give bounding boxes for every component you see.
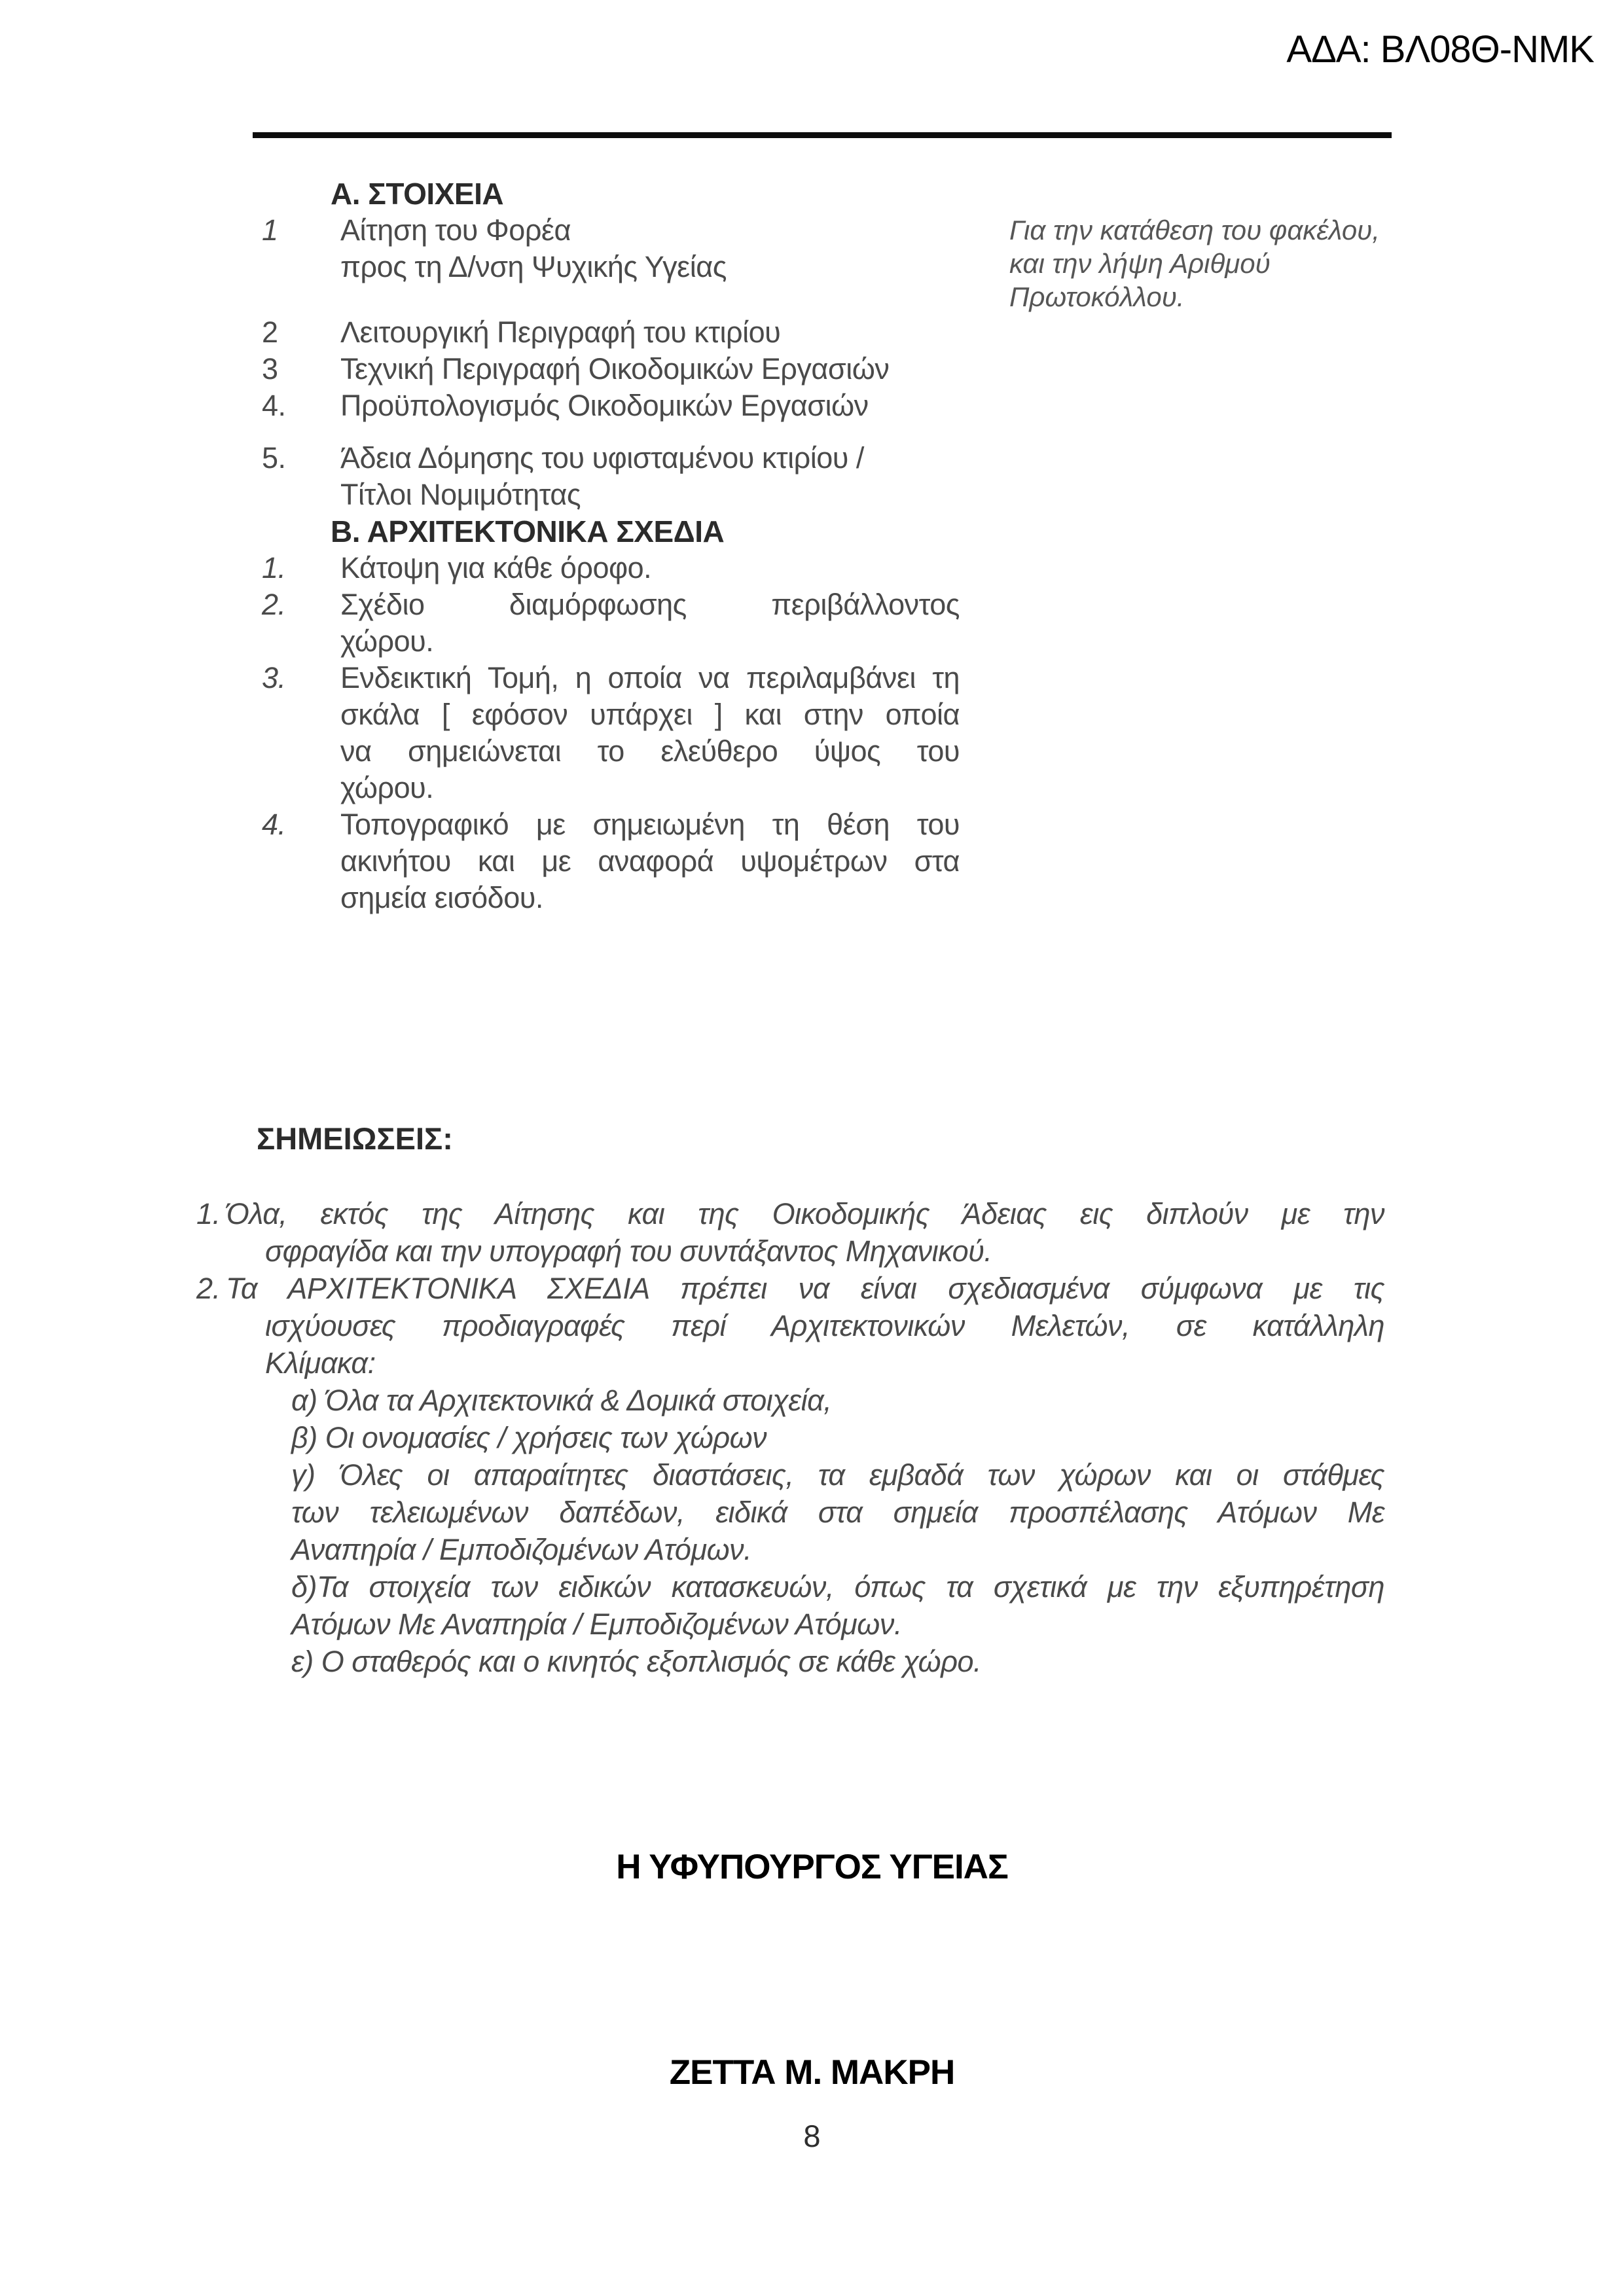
list-item [262,586,960,660]
note-number: 2. [196,1272,221,1305]
item-line: χώρου. [340,624,434,658]
note-number: 1. [196,1197,221,1230]
item-line: Τεχνική Περιγραφή Οικοδομικών Εργασιών [340,352,890,386]
item-text [340,440,960,513]
note-subitem [196,1643,1384,1680]
signature-name: ΖΕΤΤΑ Μ. ΜΑΚΡΗ [669,2053,955,2092]
item-line: σκάλα [ εφόσον υπάρχει ] και στην οποία [340,698,960,731]
page-number: 8 [803,2119,821,2153]
item-number: 1 [262,213,278,247]
item-line: Κάτοψη για κάθε όροφο. [340,551,652,584]
item-number: 2 [262,315,278,349]
main-list-column [262,175,960,916]
item-text [340,806,960,916]
list-item [262,806,960,916]
item-text [340,660,960,806]
side-note [1009,213,1402,314]
note-line: ε) Ο σταθερός και ο κινητός εξοπλισμός σε κάθε χώρο. [291,1645,981,1678]
item-line: σημεία εισόδου. [340,881,543,914]
note-subitem [196,1456,1384,1568]
item-text [340,387,960,424]
item-text [340,550,960,586]
note-item [196,1195,1384,1270]
list-item [262,660,960,806]
item-line: Τοπογραφικό με σημειωμένη τη θέση του [340,808,960,841]
note-line: σφραγίδα και την υπογραφή του συντάξαντος Μηχανικού. [265,1234,992,1268]
note-subitem [196,1419,1384,1456]
note-subitem [196,1382,1384,1419]
note-line: γ) Όλες οι απαραίτητες διαστάσεις, τα εμβαδά των χώρων και οι στάθμες [291,1458,1384,1492]
note-subitem [196,1568,1384,1643]
item-text [340,314,960,351]
item-line: χώρου. [340,771,434,804]
item-number: 4. [262,808,286,841]
item-line: να σημειώνεται το ελεύθερο ύψος του [340,734,960,768]
list-item [262,440,960,513]
item-line: Άδεια Δόμησης του υφισταμένου κτιρίου / [340,441,864,475]
item-line: Προϋπολογισμός Οικοδομικών Εργασιών [340,389,869,422]
item-line: Λειτουργική Περιγραφή του κτιρίου [340,315,781,349]
item-text [340,212,960,285]
section-b-title: Β. ΑΡΧΙΤΕΚΤΟΝΙΚΑ ΣΧΕΔΙΑ [331,514,725,548]
item-line: ακινήτου και με αναφορά υψομέτρων στα [340,844,960,878]
note-line: των τελειωμένων δαπέδων, ειδικά στα σημεία προσπέλασης Ατόμων Με [291,1496,1384,1529]
side-note-line: Πρωτοκόλλου. [1009,281,1185,312]
item-line: Τίτλοι Νομιμότητας [340,478,581,511]
item-line: Σχέδιο διαμόρφωσης περιβάλλοντος [340,588,960,621]
item-line: προς τη Δ/νση Ψυχικής Υγείας [340,250,727,283]
ada-code: ΑΔΑ: ΒΛ08Θ-ΝΜΚ [1286,28,1594,71]
item-number: 4. [262,389,286,422]
item-number: 2. [262,588,286,621]
note-line: Κλίμακα: [265,1346,376,1380]
note-item [196,1270,1384,1382]
note-line: Ατόμων Με Αναπηρία / Εμποδιζομένων Ατόμων. [291,1607,902,1641]
list-item [262,314,960,351]
note-line: α) Όλα τα Αρχιτεκτονικά & Δομικά στοιχεία, [291,1384,832,1417]
side-note-line: Για την κατάθεση του φακέλου, [1009,215,1380,245]
note-line: Τα ΑΡΧΙΤΕΚΤΟΝΙΚΑ ΣΧΕΔΙΑ πρέπει να είναι σχεδιασμένα σύμφωνα με τις [226,1272,1384,1305]
item-number: 5. [262,441,286,475]
list-item [262,212,960,285]
item-number: 1. [262,551,286,584]
side-note-line: και την λήψη Αριθμού [1009,248,1271,279]
section-a-title: Α. ΣΤΟΙΧΕΙΑ [331,177,504,211]
divider-rule [253,132,1392,138]
note-line: β) Οι ονομασίες / χρήσεις των χώρων [291,1421,767,1454]
notes-title: ΣΗΜΕΙΩΣΕΙΣ: [257,1121,453,1156]
item-number: 3 [262,352,278,386]
note-line: δ)Τα στοιχεία των ειδικών κατασκευών, όπως τα σχετικά με την εξυπηρέτηση [291,1570,1384,1604]
item-line: Αίτηση του Φορέα [340,213,571,247]
item-line: Ενδεικτική Τομή, η οποία να περιλαμβάνει τη [340,661,960,694]
list-item [262,550,960,586]
item-text [340,586,960,660]
signature-title: Η ΥΦΥΠΟΥΡΓΟΣ ΥΓΕΙΑΣ [616,1848,1008,1886]
notes-section [196,1195,1384,1680]
item-number: 3. [262,661,286,694]
note-line: ισχύουσες προδιαγραφές περί Αρχιτεκτονικών Μελετών, σε κατάλληλη [265,1309,1384,1342]
note-line: Αναπηρία / Εμποδιζομένων Ατόμων. [291,1533,752,1566]
note-line: Όλα, εκτός της Αίτησης και της Οικοδομικής Άδειας εις διπλούν με την [226,1197,1384,1230]
list-item [262,387,960,424]
item-text [340,351,960,387]
list-item [262,351,960,387]
